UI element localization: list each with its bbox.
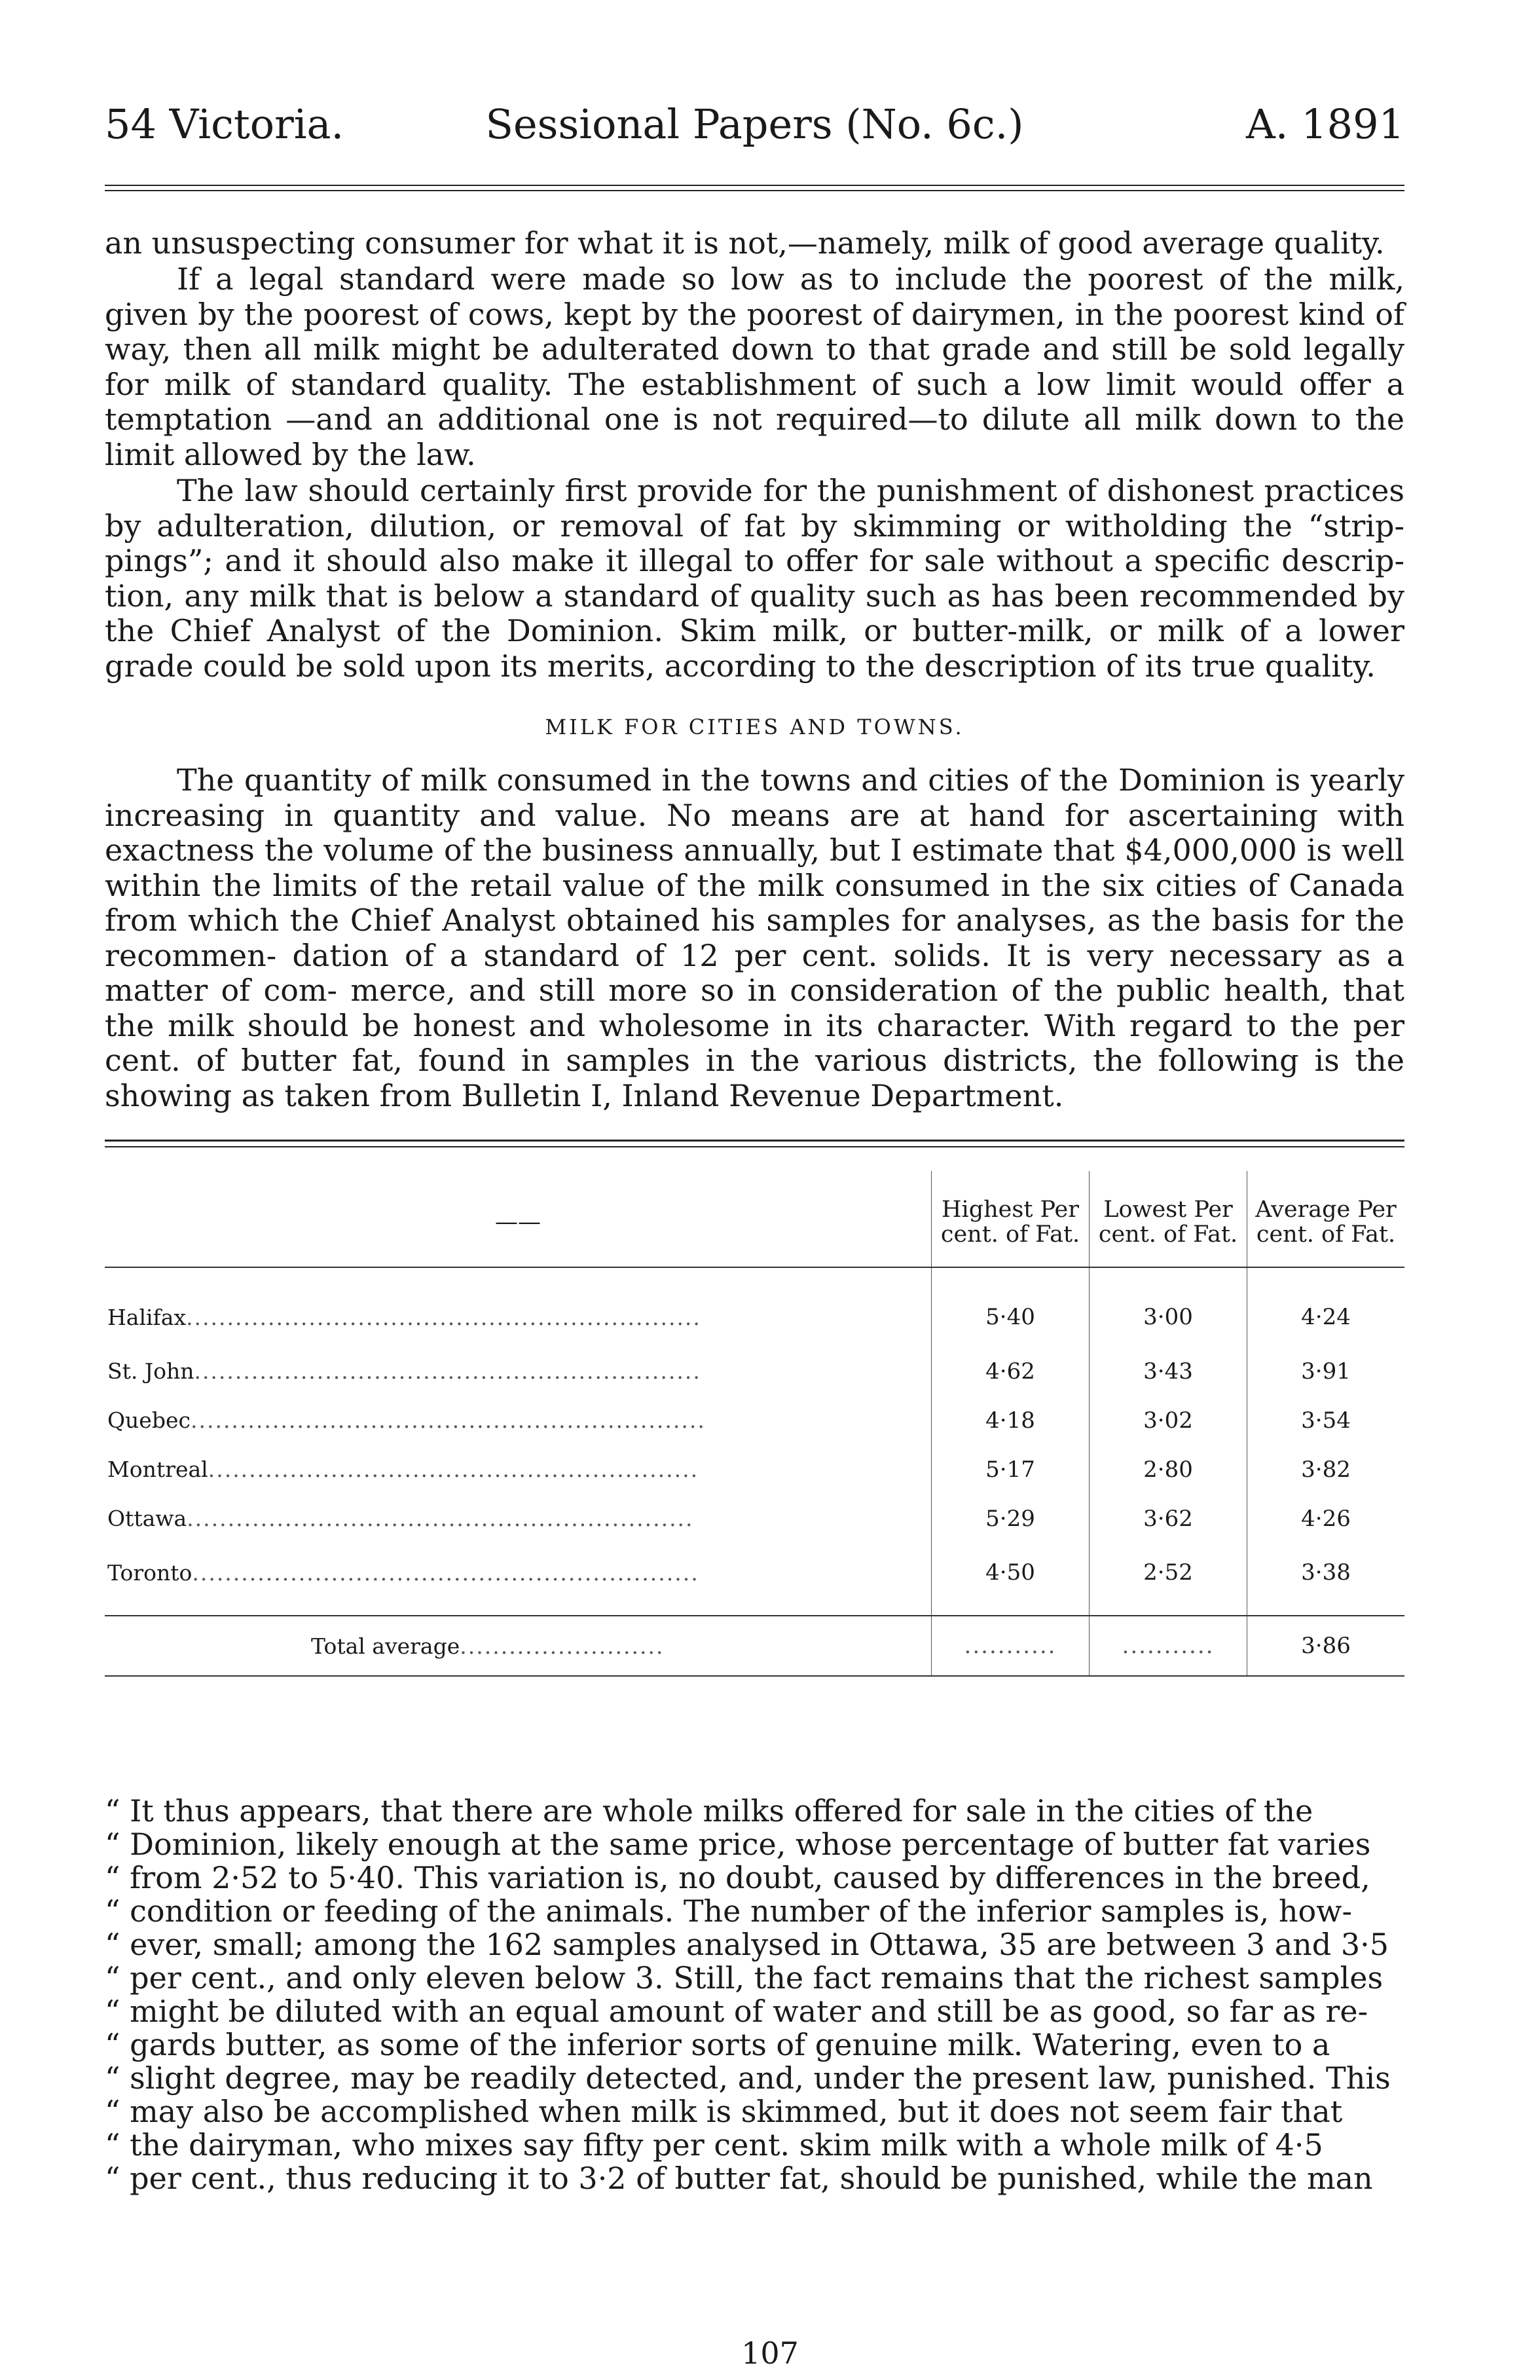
quote-line: “ ever, small; among the 162 samples analysed in Ottawa, 35 are between 3 and 3·5: [105, 1927, 1389, 1962]
table-row: [105, 1543, 1404, 1616]
total-average-value: 3·86: [1247, 1616, 1405, 1676]
paragraph-milk-cities: The quantity of milk consumed in the towns and cities of the Dominion is yearly increasing in quantity and value. No means are at hand for ascertaining with exactness the volume of the business annually, but I estimate that $4,000,000 is well within the limits of the retail value of the milk consumed in the six cities of Canada from which the Chief Analyst obtained his samples for analyses, as the basis for the recommen- dation of a standard of 12 per cent. solids. It is very necessary as a matter of com- merce, and still more so in consideration of the public health, that the milk should be honest and wholesome in its character. With regard to the per cent. of butter fat, found in samples in the various districts, the following is the showing as taken from Bulletin I, Inland Revenue Department.: [105, 762, 1404, 1113]
table-row: [105, 1396, 1404, 1445]
city-name: Ottawa: [107, 1506, 187, 1531]
lowest-value: 2·52: [1090, 1543, 1247, 1616]
highest-value: 5·40: [932, 1267, 1090, 1347]
paragraph-law-punishment: The law should certainly first provide for the punishment of dishonest practices by adulteration, dilution, or removal of fat by skimming or witholding the “strip- pings”; and it should also make it illegal to offer for sale without a specific descrip- tion, any milk that is below a standard of quality such as has been recommended by the Chief Analyst of the Dominion. Skim milk, or butter-milk, or milk of a lower grade could be sold upon its merits, according to the description of its true quality.: [105, 473, 1404, 684]
quote-line: “ might be diluted with an equal amount of water and still be as good, so far as re-: [105, 1994, 1368, 2029]
page-header: [105, 98, 1404, 151]
quote-line: “ may also be accomplished when milk is skimmed, but it does not seem fair that: [105, 2094, 1343, 2129]
quote-line: “ per cent., and only eleven below 3. Still, the fact remains that the richest samples: [105, 1960, 1384, 1996]
lowest-value: 2·80: [1090, 1445, 1247, 1494]
table-header-row: [105, 1171, 1404, 1267]
table-row: [105, 1445, 1404, 1494]
dot-leader: .........................: [460, 1633, 665, 1659]
average-value: 3·91: [1247, 1347, 1405, 1396]
quote-line: “ condition or feeding of the animals. The number of the inferior samples is, how-: [105, 1893, 1353, 1929]
table-row: [105, 1494, 1404, 1543]
col-header-highest: Highest Per cent. of Fat.: [932, 1171, 1090, 1267]
dot-leader: ..............................................................: [192, 1559, 699, 1586]
average-value: 4·24: [1247, 1267, 1405, 1347]
lowest-value: 3·43: [1090, 1347, 1247, 1396]
quote-line: “ per cent., thus reducing it to 3·2 of butter fat, should be punished, while the man: [105, 2161, 1373, 2196]
table-row: [105, 1267, 1404, 1347]
quote-line: “ the dairyman, who mixes say fifty per cent. skim milk with a whole milk of 4·5: [105, 2127, 1323, 2163]
dot-leader: ..............................................................: [194, 1358, 701, 1384]
highest-value: 5·29: [932, 1494, 1090, 1543]
col-header-lowest: Lowest Per cent. of Fat.: [1090, 1171, 1247, 1267]
total-row: [105, 1616, 1404, 1676]
header-rule: [105, 185, 1404, 186]
average-value: 4·26: [1247, 1494, 1405, 1543]
city-name: Quebec: [107, 1407, 191, 1433]
quote-line: “ Dominion, likely enough at the same price, whose percentage of butter fat varies: [105, 1827, 1371, 1862]
dot-leader: ...............................................................: [186, 1304, 701, 1330]
quote-line: “ slight degree, may be readily detected, and, under the present law, punished. This: [105, 2060, 1391, 2096]
total-empty-highest: ...........: [932, 1616, 1090, 1676]
total-empty-lowest: ...........: [1090, 1616, 1247, 1676]
header-rule-secondary: [105, 190, 1404, 191]
table-top-rule: [105, 1140, 1404, 1142]
city-name: Montreal: [107, 1457, 208, 1482]
lowest-value: 3·00: [1090, 1267, 1247, 1347]
col-header-average: Average Per cent. of Fat.: [1247, 1171, 1405, 1267]
lowest-value: 3·62: [1090, 1494, 1247, 1543]
average-value: 3·38: [1247, 1543, 1405, 1616]
highest-value: 5·17: [932, 1445, 1090, 1494]
butter-fat-table: [105, 1171, 1404, 1677]
highest-value: 4·62: [932, 1347, 1090, 1396]
total-label: Total average: [311, 1633, 460, 1659]
lowest-value: 3·02: [1090, 1396, 1247, 1445]
paragraph-continuation: an unsuspecting consumer for what it is not,—namely, milk of good average quality.: [105, 225, 1385, 261]
city-name: St. John: [107, 1358, 194, 1384]
quote-line: “ from 2·52 to 5·40. This variation is, no doubt, caused by differences in the breed,: [105, 1860, 1370, 1895]
quote-line: “ It thus appears, that there are whole milks offered for sale in the cities of the: [105, 1793, 1313, 1829]
table-top-rule-thin: [105, 1146, 1404, 1147]
dot-leader: ............................................................: [208, 1457, 699, 1482]
average-value: 3·54: [1247, 1396, 1405, 1445]
quotation-block: [105, 1794, 1404, 2195]
page-number: 107: [741, 2335, 799, 2371]
highest-value: 4·50: [932, 1543, 1090, 1616]
dot-leader: ..............................................................: [187, 1506, 694, 1531]
average-value: 3·82: [1247, 1445, 1405, 1494]
city-name: Toronto: [107, 1559, 192, 1586]
header-volume: 54 Victoria.: [105, 100, 344, 148]
header-title: Sessional Papers (No. 6c.): [485, 100, 1024, 148]
table-row: [105, 1347, 1404, 1396]
header-year: A. 1891: [1246, 100, 1404, 148]
highest-value: 4·18: [932, 1396, 1090, 1445]
paragraph-legal-standard: If a legal standard were made so low as to include the poorest of the milk, given by the poorest of cows, kept by the poorest of dairymen, in the poorest kind of way, then all milk might be adulterated down to that grade and still be sold legally for milk of standard quality. The establishment of such a low limit would offer a temptation —and an additional one is not required—to dilute all milk down to the limit allowed by the law.: [105, 261, 1404, 472]
table-corner: ——: [105, 1171, 932, 1267]
city-name: Halifax: [107, 1304, 187, 1330]
dot-leader: ...............................................................: [190, 1407, 706, 1433]
section-title: MILK FOR CITIES AND TOWNS.: [545, 715, 964, 739]
quote-line: “ gards butter, as some of the inferior sorts of genuine milk. Watering, even to a: [105, 2027, 1330, 2062]
